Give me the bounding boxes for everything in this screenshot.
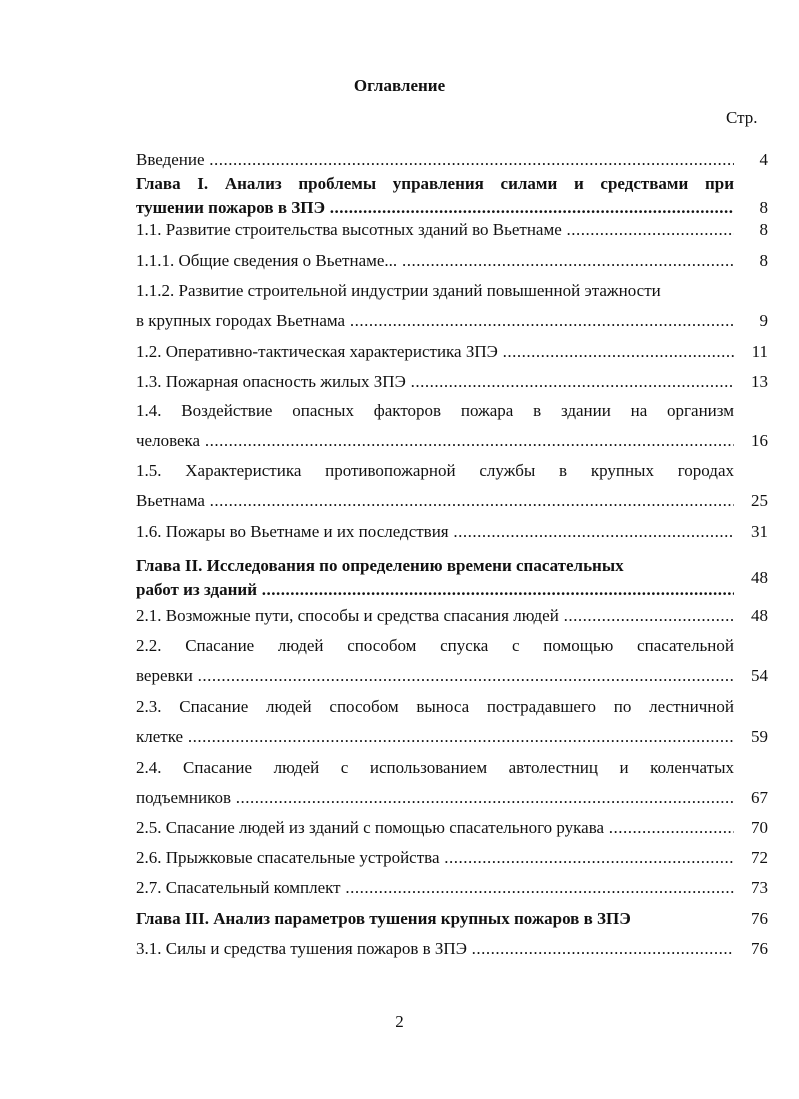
toc-entry-page: 13 [751,372,768,391]
toc-entry-text: Глава III. Анализ параметров тушения крупных пожаров в ЗПЭ [136,909,631,928]
toc-entry-page: 76 [751,939,768,958]
toc-entry-page: 4 [759,150,768,169]
toc-entry-text-line1: 2.2. Спасание людей способом спуска с помощью спасательной [136,636,734,655]
toc-entry-page: 16 [751,431,768,450]
toc-entry-1-1-1[interactable] [136,249,772,273]
toc-entry-2-5[interactable] [136,816,772,840]
toc-entry-page: 76 [751,909,768,928]
toc-entry-page: 31 [751,522,768,541]
toc-entry-page: 59 [751,727,768,746]
toc-entry-text: тушении пожаров в ЗПЭ ..... [136,196,734,220]
toc-entry-1-3[interactable] [136,370,772,394]
toc-entry-2-4[interactable] [136,756,772,810]
toc-entry-text: подъемников ..... [136,786,734,810]
toc-entry-text-line1: Глава I. Анализ проблемы управления силами и средствами при [136,174,734,193]
toc-entry-page: 48 [751,606,768,625]
toc-entry-text: 1.6. Пожары во Вьетнаме и их последствия ..... [136,520,734,544]
toc-entry-text-line1: 1.1.2. Развитие строительной индустрии зданий повышенной этажности [136,281,661,300]
toc-entry-text-line1: 2.3. Спасание людей способом выноса пострадавшего по лестничной [136,697,734,716]
toc-entry-2-7[interactable] [136,876,772,900]
toc-entry-page: 11 [751,342,768,361]
toc-entry-text: веревки ..... [136,664,734,688]
toc-entry-text: Вьетнама ..... [136,489,734,513]
toc-entry-page: 54 [751,666,768,685]
toc-entry-1-1-2[interactable] [136,279,772,333]
toc-entry-3-1[interactable] [136,937,772,961]
toc-entry-1-6[interactable] [136,520,772,544]
toc-entry-text: человека ..... [136,429,734,453]
page-column-label: Стр. [726,108,758,127]
toc-entry-2-6[interactable] [136,846,772,870]
toc-entry-text-line1: 1.4. Воздействие опасных факторов пожара в здании на организм [136,401,734,420]
toc-entry-page: 9 [759,311,768,330]
toc-entry-text: 2.5. Спасание людей из зданий с помощью спасательного рукава ..... [136,816,734,840]
toc-entry-1-4[interactable] [136,399,772,453]
toc-entry-page: 8 [759,198,768,217]
toc-entry-text: Введение ..... [136,148,734,172]
toc-entry-text: 2.7. Спасательный комплект ..... [136,876,734,900]
toc-entry-text: 1.3. Пожарная опасность жилых ЗПЭ ..... [136,370,734,394]
toc-entry-2-2[interactable] [136,634,772,688]
toc-entry-text: в крупных городах Вьетнама ..... [136,309,734,333]
toc-entry-text: 1.2. Оперативно-тактическая характеристика ЗПЭ ..... [136,340,734,364]
toc-entry-text: работ из зданий ..... [136,578,734,602]
toc-entry-2-1[interactable] [136,604,772,628]
page-number: 2 [395,1012,404,1031]
toc-entry-text: 2.1. Возможные пути, способы и средства спасания людей ..... [136,604,734,628]
toc-entry-intro[interactable] [136,148,772,172]
toc-title: Оглавление [353,76,446,95]
toc-entry-page: 48 [751,568,768,587]
toc-entry-text: клетке ..... [136,725,734,749]
toc-entry-page: 70 [751,818,768,837]
toc-entry-1-1[interactable] [136,218,772,242]
toc-entry-text-line1: 2.4. Спасание людей с использованием автолестниц и коленчатых [136,758,734,777]
toc-entry-text: 1.1. Развитие строительства высотных зданий во Вьетнаме ..... [136,218,734,242]
toc-entry-text-line1: 1.5. Характеристика противопожарной службы в крупных городах [136,461,734,480]
toc-entry-page: 8 [759,220,768,239]
toc-entry-text-line1: Глава II. Исследования по определению времени спасательных [136,556,624,575]
toc-entry-page: 8 [759,251,768,270]
toc-entry-page: 73 [751,878,768,897]
toc-entry-1-2[interactable] [136,340,772,364]
toc-entry-2-3[interactable] [136,695,772,749]
toc-entry-page: 67 [751,788,768,807]
toc-entry-page: 25 [751,491,768,510]
toc-entry-text: 2.6. Прыжковые спасательные устройства ..... [136,846,734,870]
toc-entry-chapter-3[interactable] [136,907,772,931]
toc-entry-page: 72 [751,848,768,867]
toc-entry-1-5[interactable] [136,459,772,513]
toc-entry-text: 3.1. Силы и средства тушения пожаров в ЗПЭ ..... [136,937,734,961]
toc-entry-chapter-1[interactable] [136,172,772,220]
toc-entry-chapter-2[interactable] [136,554,772,602]
toc-entry-text: 1.1.1. Общие сведения о Вьетнаме... ..... [136,249,734,273]
